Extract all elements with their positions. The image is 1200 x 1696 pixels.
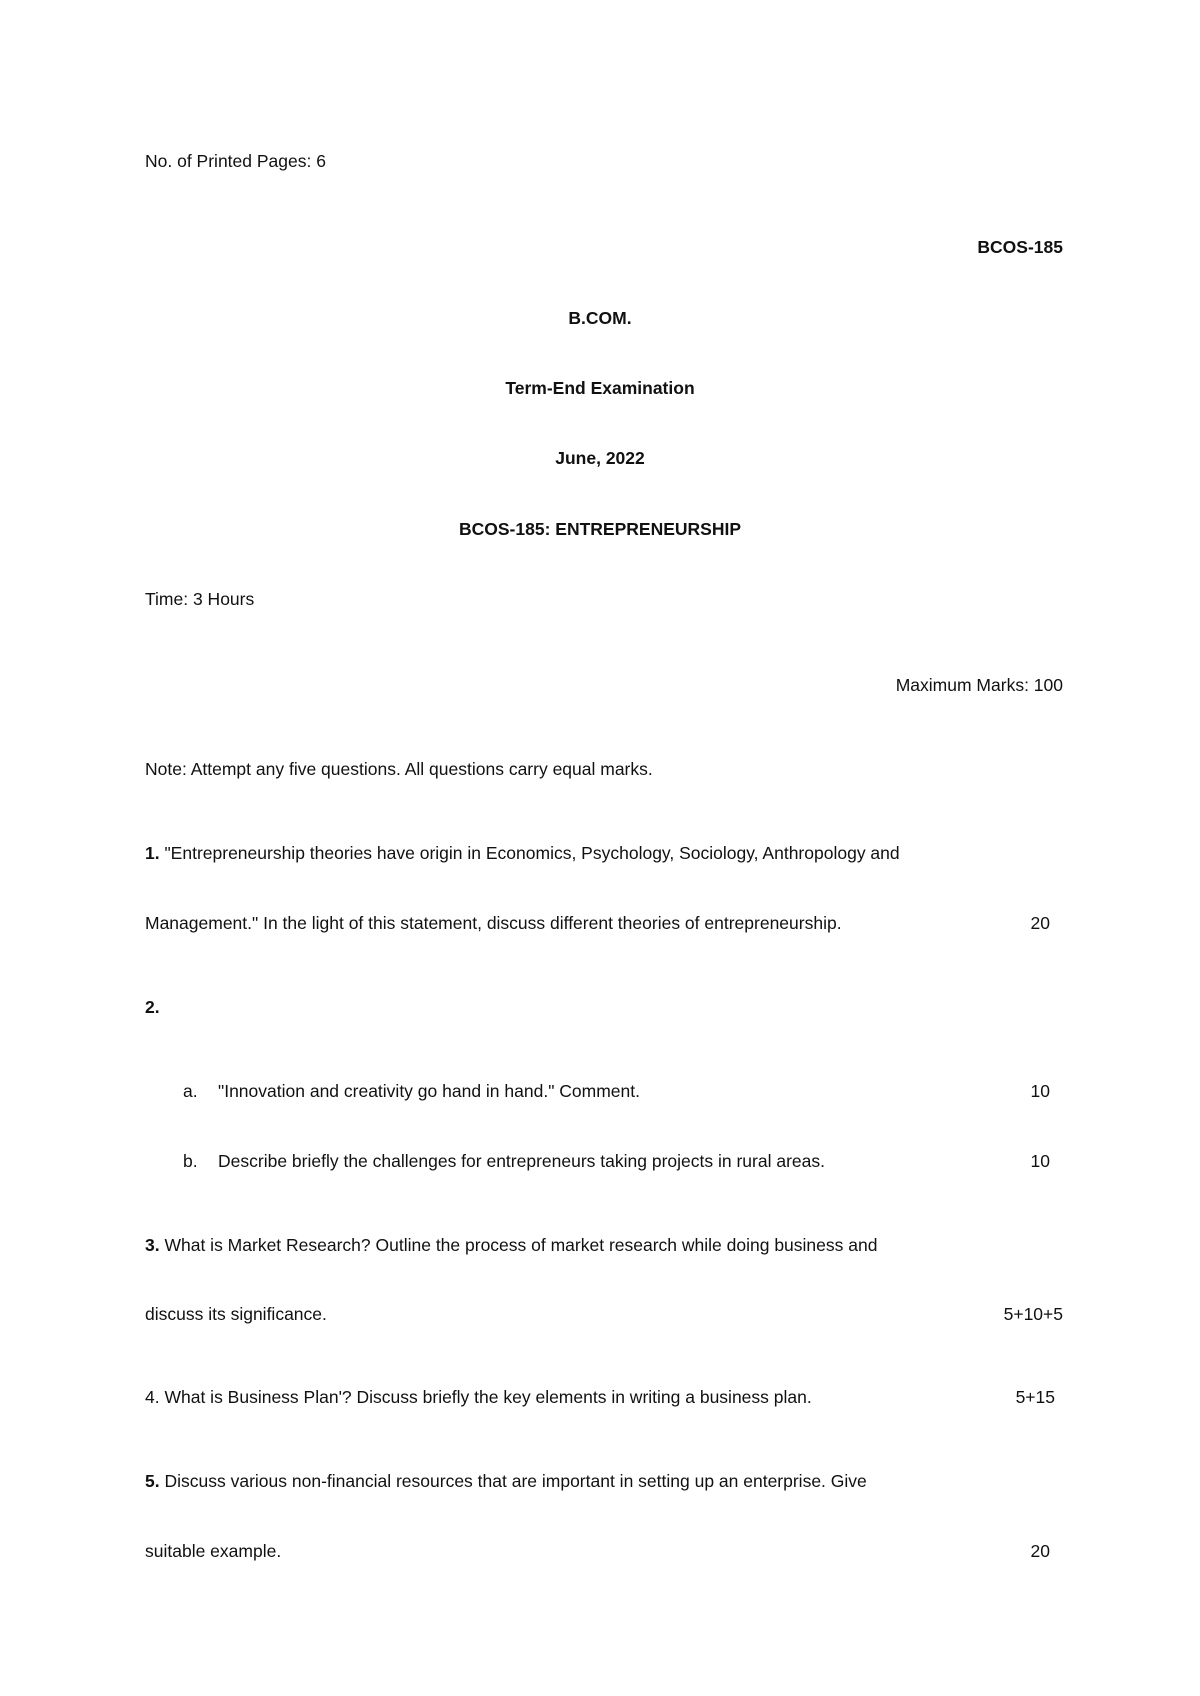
question-1-text-2: Management." In the light of this statement, discuss different theories of entrepreneurship. bbox=[145, 913, 842, 933]
paper-code: BCOS-185 bbox=[977, 237, 1063, 257]
question-2a-label: a. bbox=[183, 1081, 198, 1101]
question-2-number: 2. bbox=[145, 997, 160, 1017]
question-4-line-1 bbox=[145, 1386, 812, 1408]
question-3-text-1: What is Market Research? Outline the process of market research while doing business and bbox=[159, 1235, 878, 1255]
question-2b-label: b. bbox=[183, 1151, 198, 1171]
question-5-text-1: Discuss various non-financial resources that are important in setting up an enterprise. Give bbox=[159, 1471, 867, 1491]
question-3-number: 3. bbox=[145, 1235, 160, 1255]
question-1-number: 1. bbox=[145, 843, 160, 863]
question-4-marks: 5+15 bbox=[1015, 1387, 1055, 1407]
instructions-note: Note: Attempt any five questions. All questions carry equal marks. bbox=[145, 759, 653, 779]
question-2b-text: Describe briefly the challenges for entrepreneurs taking projects in rural areas. bbox=[218, 1151, 825, 1171]
question-5-line-1 bbox=[145, 1470, 867, 1492]
exam-title: Term-End Examination bbox=[505, 378, 695, 398]
question-2a-marks: 10 bbox=[1030, 1081, 1050, 1101]
question-2a-text: "Innovation and creativity go hand in hand." Comment. bbox=[218, 1081, 640, 1101]
exam-session: June, 2022 bbox=[555, 448, 645, 468]
question-4-number: 4. bbox=[145, 1387, 160, 1407]
question-4-text-1: What is Business Plan'? Discuss briefly the key elements in writing a business plan. bbox=[159, 1387, 812, 1407]
question-5-marks: 20 bbox=[1030, 1541, 1050, 1561]
question-5-number: 5. bbox=[145, 1471, 160, 1491]
printed-pages: No. of Printed Pages: 6 bbox=[145, 151, 326, 171]
question-3-marks: 5+10+5 bbox=[1003, 1304, 1063, 1324]
maximum-marks: Maximum Marks: 100 bbox=[895, 675, 1063, 695]
question-1-line-1 bbox=[145, 842, 900, 864]
question-3-text-2: discuss its significance. bbox=[145, 1304, 327, 1324]
programme-title: B.COM. bbox=[568, 308, 632, 328]
course-title: BCOS-185: ENTREPRENEURSHIP bbox=[459, 519, 741, 539]
question-5-text-2: suitable example. bbox=[145, 1541, 282, 1561]
time-allowed: Time: 3 Hours bbox=[145, 589, 255, 609]
question-2b-marks: 10 bbox=[1030, 1151, 1050, 1171]
question-1-marks: 20 bbox=[1030, 913, 1050, 933]
question-3-line-1 bbox=[145, 1234, 877, 1256]
question-1-text-1: "Entrepreneurship theories have origin in Economics, Psychology, Sociology, Anthropology and bbox=[159, 843, 900, 863]
